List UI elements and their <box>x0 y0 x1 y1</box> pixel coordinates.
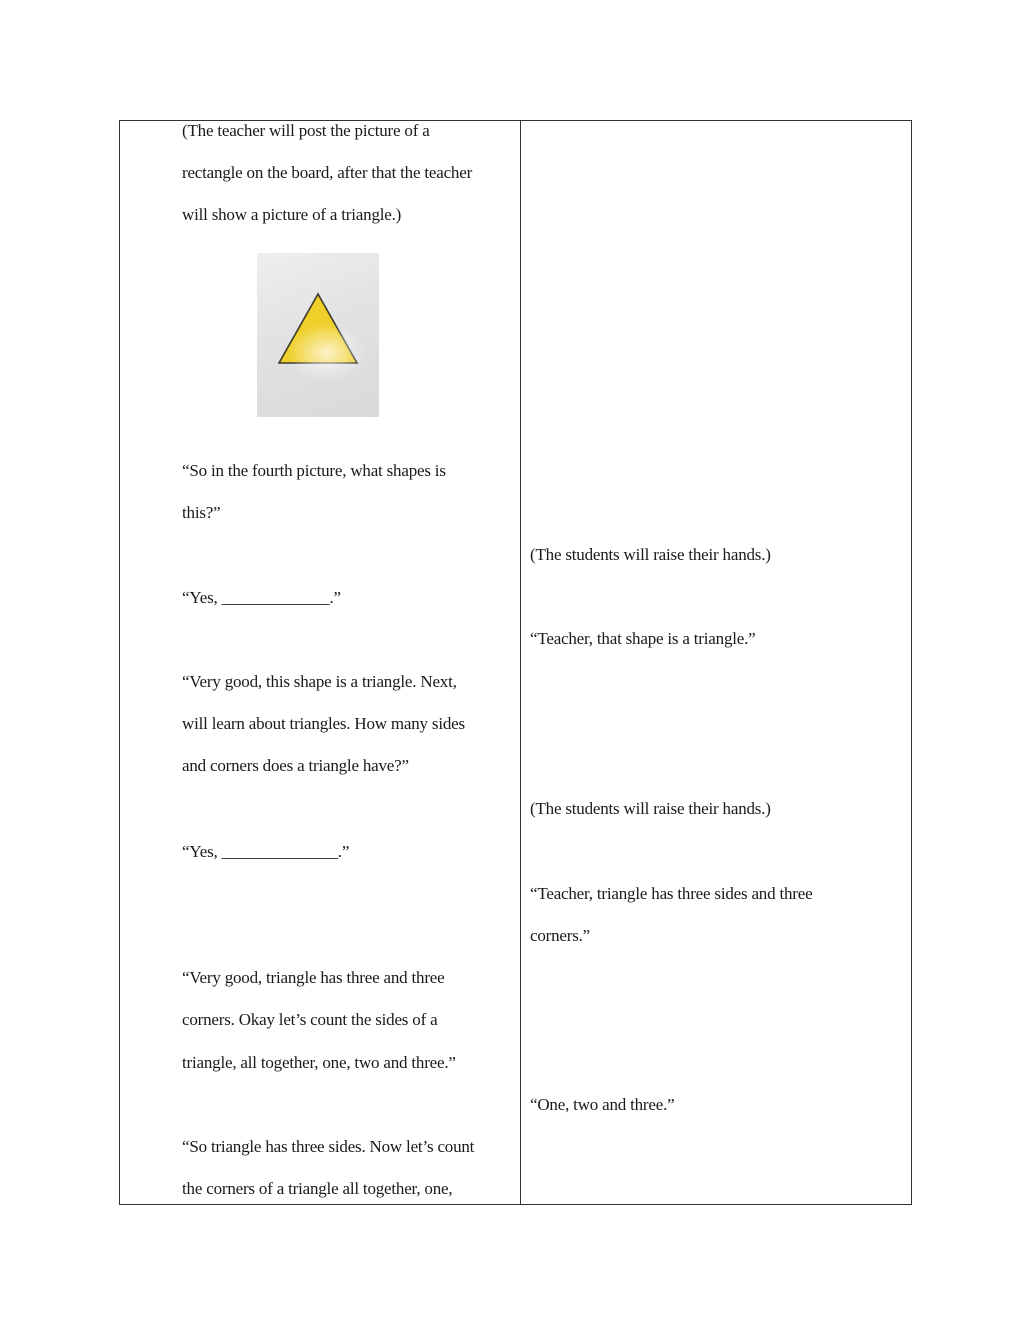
count-corners-line-2: the corners of a triangle all together, one, <box>182 1179 453 1198</box>
raise-hands-2: (The students will raise their hands.) <box>530 799 771 818</box>
count-corners-line-1: “So triangle has three sides. Now let’s count <box>182 1137 475 1156</box>
column-divider <box>520 121 521 1204</box>
very-good-line-3: and corners does a triangle have?” <box>182 756 409 775</box>
count-sides-line-2: corners. Okay let’s count the sides of a <box>182 1010 438 1029</box>
raise-hands-1: (The students will raise their hands.) <box>530 545 771 564</box>
question-line-2: this?” <box>182 503 221 522</box>
count-sides-line-1: “Very good, triangle has three and three <box>182 968 445 987</box>
answer-triangle: “Teacher, that shape is a triangle.” <box>530 629 756 648</box>
yes-blank-1: “Yes, _____________.” <box>182 588 341 607</box>
count-sides-line-3: triangle, all together, one, two and three.” <box>182 1053 456 1072</box>
answer-sides-line-1: “Teacher, triangle has three sides and three <box>530 884 813 903</box>
very-good-line-2: will learn about triangles. How many sides <box>182 714 465 733</box>
question-line-1: “So in the fourth picture, what shapes is <box>182 461 446 480</box>
yes-blank-2: “Yes, ______________.” <box>182 842 350 861</box>
intro-line-1: (The teacher will post the picture of a <box>182 121 430 140</box>
triangle-picture <box>257 253 379 417</box>
answer-count: “One, two and three.” <box>530 1095 675 1114</box>
photo-glare <box>287 323 367 383</box>
intro-line-3: will show a picture of a triangle.) <box>182 205 402 224</box>
lesson-table <box>119 120 912 1205</box>
very-good-line-1: “Very good, this shape is a triangle. Next, <box>182 672 457 691</box>
answer-sides-line-2: corners.” <box>530 926 591 945</box>
intro-line-2: rectangle on the board, after that the teacher <box>182 163 473 182</box>
